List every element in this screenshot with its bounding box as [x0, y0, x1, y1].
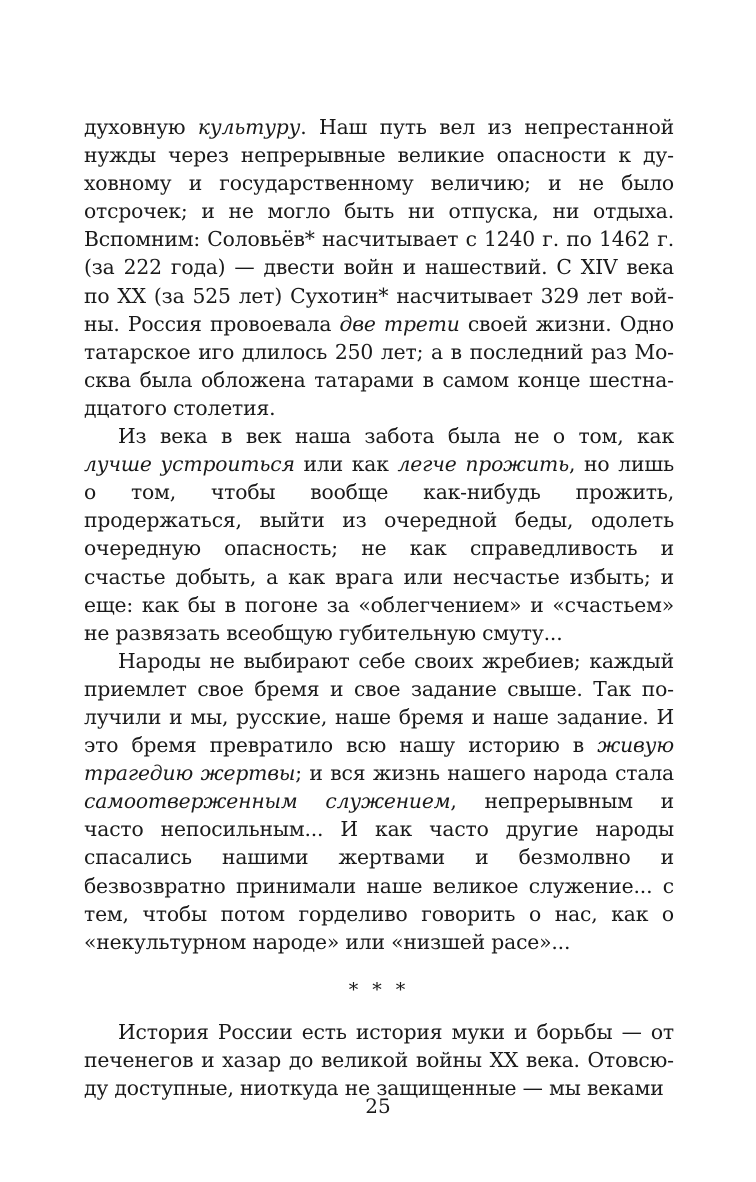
- text-run: духовную: [84, 115, 198, 139]
- text-run: Народы не выбирают себе своих жребиев; каждый приемлет свое бремя и свое задание свыше. Так получили и мы, русские, наше бремя и наше задание. И это бремя превратило всю нашу историю в: [84, 648, 674, 758]
- paragraph: [84, 113, 674, 422]
- italic-text: две трети: [339, 311, 460, 336]
- paragraph: [84, 1018, 674, 1102]
- page-number: 25: [365, 1094, 391, 1118]
- italic-text: легче прожить: [397, 452, 569, 477]
- section-separator: * * *: [348, 978, 410, 1001]
- italic-text: живую трагедию жертвы: [84, 733, 674, 786]
- text-run: История России есть история муки и борьбы — от печенегов и хазар до великой войны XX века. Отовсюду доступные, ниоткуда не защищенные — мы веками: [84, 1019, 674, 1101]
- italic-text: самоотверженным служением: [84, 789, 451, 814]
- text-block-continued: [84, 1018, 674, 1102]
- text-run: . Наш путь вел из непрестанной нужды через непрерывные великие опасности к духовному и государственному величию; и не было отсрочек; и не могло быть ни отпуска, ни отдыха. Вспомним: Соловьёв* насчитывает с 1240 г. по 1462 г. (за 222 года) — двести войн и нашествий. С XIV века по XX (за 525 лет) Сухотин* насчитывает 329 лет войны. Россия провоевала: [84, 115, 674, 336]
- italic-text: лучше устроиться: [84, 452, 295, 477]
- text-run: , непрерывным и часто непосильным... И как часто другие народы спасались нашими жертвами и безмолвно и безвозвратно принимали наше великое служение... с тем, чтобы потом горделиво говорить о нас, как о «некультурном народе» или «низшей расе»...: [84, 789, 674, 954]
- paragraph: [84, 422, 674, 647]
- text-run: или как: [294, 452, 398, 477]
- paragraph: [84, 647, 674, 956]
- text-run: своей жизни. Одно татарское иго длилось 250 лет; а в последний раз Москва была обложена татарами в самом конце шестнадцатого столетия.: [84, 311, 674, 420]
- italic-text: культуру: [197, 115, 301, 139]
- text-run: ; и вся жизнь нашего народа стала: [295, 761, 674, 786]
- text-run: Из века в век наша забота была не о том, как: [118, 424, 674, 449]
- page-body: [84, 113, 674, 1102]
- text-run: , но лишь о том, чтобы вообще как-нибудь прожить, продержаться, выйти из очередной беды, одолеть очередную опасность; не как справедливость и счастье добыть, а как врага или несчастье избыть; и еще: как бы в погоне за «облегчением» и «счастьем» не развязать всеобщую губительную смуту...: [84, 452, 674, 645]
- text-block-main: [84, 113, 674, 956]
